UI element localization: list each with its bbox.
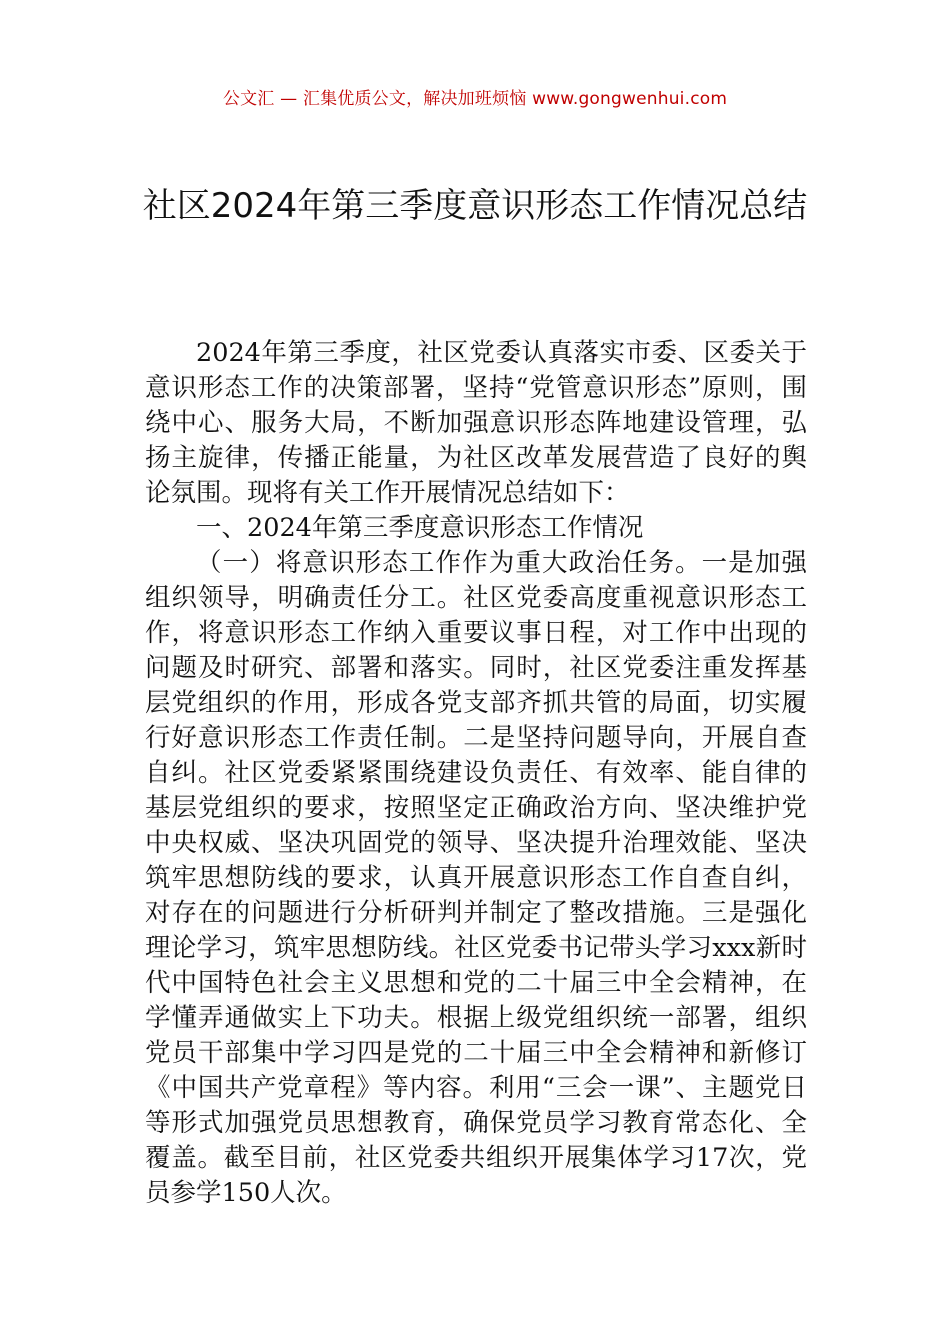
header-banner: 公文汇 — 汇集优质公文，解决加班烦恼 www.gongwenhui.com [222, 89, 728, 109]
body-paragraph: （一）将意识形态工作作为重大政治任务。一是加强组织领导，明确责任分工。社区党委高度重视意识形态工作，将意识形态工作纳入重要议事日程，对工作中出现的问题及时研究、部署和落实。同时，社区党委注重发挥基层党组织的作用，形成各党支部齐抓共管的局面，切实履行好意识形态工作责任制。二是坚持问题导向，开展自查自纠。社区党委紧紧围绕建设负责任、有效率、能自律的基层党组织的要求，按照坚定正确政治方向、坚决维护党中央权威、坚决巩固党的领导、坚决提升治理效能、坚决筑牢思想防线的要求，认真开展意识形态工作自查自纠，对存在的问题进行分析研判并制定了整改措施。三是强化理论学习，筑牢思想防线。社区党委书记带头学习xxx新时代中国特色社会主义思想和党的二十届三中全会精神，在学懂弄通做实上下功夫。根据上级党组织统一部署，组织党员干部集中学习四是党的二十届三中全会精神和新修订《中国共产党章程》等内容。利用“三会一课”、主题党日等形式加强党员思想教育，确保党员学习教育常态化、全覆盖。截至目前，社区党委共组织开展集体学习17次，党员参学150人次。 [145, 548, 807, 1208]
section-heading: 一、2024年第三季度意识形态工作情况 [196, 513, 644, 543]
document-body [145, 336, 807, 1211]
intro-paragraph: 2024年第三季度，社区党委认真落实市委、区委关于意识形态工作的决策部署，坚持“党管意识形态”原则，围绕中心、服务大局，不断加强意识形态阵地建设管理，弘扬主旋律，传播正能量，为社区改革发展营造了良好的舆论氛围。现将有关工作开展情况总结如下： [145, 338, 807, 508]
document-title: 社区2024年第三季度意识形态工作情况总结 [142, 186, 808, 226]
